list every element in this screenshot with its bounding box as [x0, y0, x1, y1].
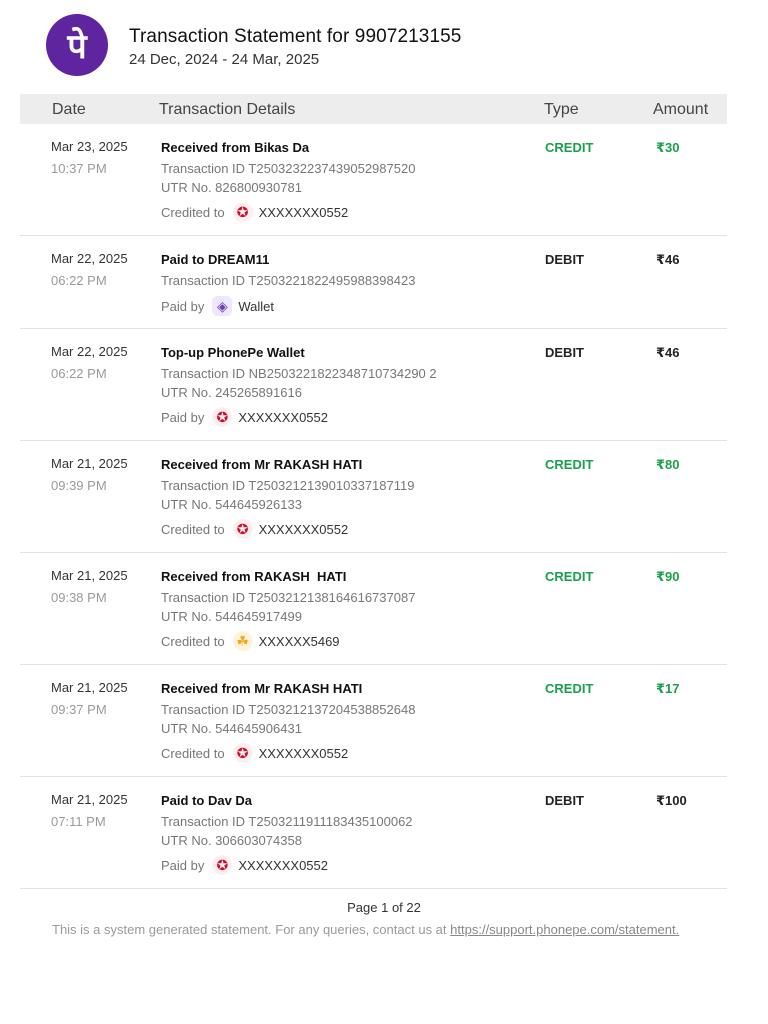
- footer-note-text: This is a system generated statement. For any queries, contact us at: [52, 922, 447, 937]
- account-number: Wallet: [238, 298, 275, 314]
- transaction-description: Received from Bikas Da: [161, 140, 310, 155]
- payment-instrument: [161, 407, 328, 427]
- transaction-type: DEBIT: [545, 252, 584, 267]
- column-header-amount: Amount: [653, 101, 709, 118]
- transaction-date: Mar 23, 2025: [51, 139, 128, 154]
- transaction-row: [20, 124, 727, 236]
- instrument-label: Paid by: [161, 857, 205, 873]
- transaction-description: Paid to DREAM11: [161, 252, 270, 267]
- transaction-time: 06:22 PM: [51, 273, 107, 288]
- transaction-type: DEBIT: [545, 793, 584, 808]
- payment-instrument: [161, 519, 348, 539]
- utr-number: UTR No. 245265891616: [161, 385, 302, 400]
- transaction-row: [20, 329, 727, 441]
- bank-icon: ✪: [233, 743, 253, 763]
- payment-instrument: [161, 296, 274, 316]
- transaction-type: CREDIT: [545, 681, 594, 696]
- transaction-time: 06:22 PM: [51, 366, 107, 381]
- transaction-time: 09:38 PM: [51, 590, 107, 605]
- utr-number: UTR No. 544645906431: [161, 721, 302, 736]
- transaction-id: Transaction ID T2503212138164616737087: [161, 590, 416, 605]
- transaction-row: [20, 777, 727, 889]
- account-number: XXXXXXX0552: [258, 745, 349, 761]
- transaction-type: DEBIT: [545, 345, 584, 360]
- transaction-id: Transaction ID T2503212137204538852648: [161, 702, 416, 717]
- statement-header: [46, 14, 726, 76]
- instrument-label: Paid by: [161, 409, 205, 425]
- utr-number: UTR No. 306603074358: [161, 833, 302, 848]
- transaction-time: 10:37 PM: [51, 161, 107, 176]
- transaction-type: CREDIT: [545, 457, 594, 472]
- transaction-amount: ₹30: [656, 140, 680, 155]
- transaction-description: Paid to Dav Da: [161, 793, 253, 808]
- transaction-date: Mar 21, 2025: [51, 456, 128, 471]
- statement-date-range: 24 Dec, 2024 - 24 Mar, 2025: [129, 51, 320, 68]
- payment-instrument: [161, 743, 348, 763]
- instrument-label: Credited to: [161, 521, 225, 537]
- utr-number: UTR No. 826800930781: [161, 180, 302, 195]
- bank-icon: ✪: [212, 407, 232, 427]
- transaction-time: 07:11 PM: [51, 814, 106, 829]
- instrument-label: Paid by: [161, 298, 205, 314]
- transaction-amount: ₹90: [656, 569, 680, 584]
- transaction-type: CREDIT: [545, 569, 594, 584]
- account-number: XXXXXXX0552: [238, 409, 328, 425]
- transaction-row: [20, 665, 727, 777]
- transaction-date: Mar 21, 2025: [51, 680, 128, 695]
- footer-note: [52, 922, 679, 937]
- transaction-id: Transaction ID NB2503221822348710734290 2: [161, 366, 437, 381]
- instrument-label: Credited to: [161, 204, 225, 220]
- bank-icon: ✪: [233, 202, 253, 222]
- transaction-description: Received from Mr RAKASH HATI: [161, 457, 363, 472]
- instrument-label: Credited to: [161, 745, 225, 761]
- transaction-row: [20, 441, 727, 553]
- column-header-type: Type: [544, 101, 579, 118]
- transaction-id: Transaction ID T2503212139010337187119: [161, 478, 415, 493]
- transaction-row: [20, 553, 727, 665]
- transaction-id: Transaction ID T2503232237439052987520: [161, 161, 416, 176]
- bank-icon: ✪: [212, 855, 232, 875]
- payment-instrument: [161, 202, 348, 222]
- statement-title: Transaction Statement for 9907213155: [129, 26, 462, 47]
- utr-number: UTR No. 544645917499: [161, 609, 302, 624]
- wallet-icon: ◈: [212, 296, 232, 316]
- transaction-id: Transaction ID T2503221822495988398423: [161, 273, 416, 288]
- bank-icon-yellow: ☘: [233, 631, 253, 651]
- transaction-list: [20, 124, 727, 889]
- account-number: XXXXXX5469: [258, 633, 340, 649]
- instrument-label: Credited to: [161, 633, 225, 649]
- page-number: Page 1 of 22: [347, 900, 421, 915]
- transaction-time: 09:37 PM: [51, 702, 107, 717]
- payment-instrument: [161, 855, 328, 875]
- transaction-date: Mar 22, 2025: [51, 251, 128, 266]
- transaction-time: 09:39 PM: [51, 478, 107, 493]
- transaction-row: [20, 236, 727, 329]
- account-number: XXXXXXX0552: [258, 521, 349, 537]
- transaction-description: Received from RAKASH HATI: [161, 569, 347, 584]
- transaction-description: Received from Mr RAKASH HATI: [161, 681, 363, 696]
- phonepe-logo-icon: पे: [46, 14, 108, 76]
- payment-instrument: [161, 631, 340, 651]
- transaction-date: Mar 22, 2025: [51, 344, 128, 359]
- account-number: XXXXXXX0552: [238, 857, 328, 873]
- transaction-amount: ₹80: [656, 457, 680, 472]
- transaction-amount: ₹17: [656, 681, 680, 696]
- bank-icon: ✪: [233, 519, 253, 539]
- table-header: [20, 94, 727, 124]
- transaction-type: CREDIT: [545, 140, 594, 155]
- transaction-description: Top-up PhonePe Wallet: [161, 345, 305, 360]
- column-header-date: Date: [52, 101, 86, 118]
- account-number: XXXXXXX0552: [258, 204, 349, 220]
- utr-number: UTR No. 544645926133: [161, 497, 302, 512]
- column-header-details: Transaction Details: [159, 101, 296, 118]
- transaction-date: Mar 21, 2025: [51, 792, 128, 807]
- transaction-amount: ₹46: [656, 252, 680, 267]
- transaction-id: Transaction ID T2503211911183435100062: [161, 814, 413, 829]
- transaction-amount: ₹46: [656, 345, 680, 360]
- support-link[interactable]: https://support.phonepe.com/statement.: [450, 922, 680, 937]
- transaction-amount: ₹100: [656, 793, 687, 808]
- transaction-date: Mar 21, 2025: [51, 568, 128, 583]
